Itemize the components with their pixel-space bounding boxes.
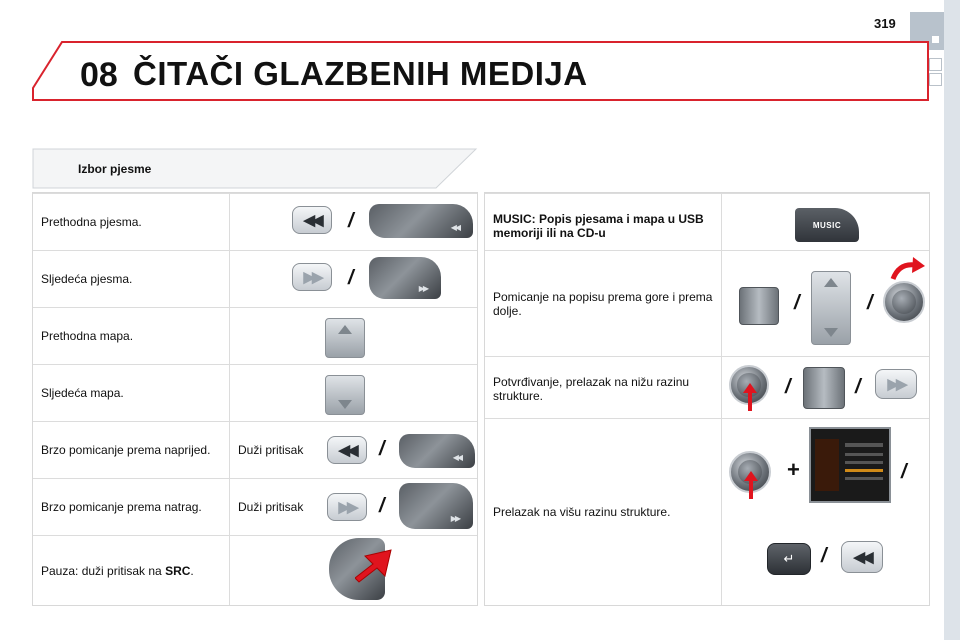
table-row [33, 193, 477, 251]
table-row [33, 307, 477, 365]
or-separator: / [785, 376, 791, 398]
table-row [485, 356, 929, 419]
or-separator: / [348, 267, 354, 289]
table-row [33, 364, 477, 422]
steering-stalk-icon: ◀◀ [369, 204, 473, 238]
scroll-wheel-icon [739, 287, 779, 325]
row-label: Pauza: duži pritisak na SRC. [41, 564, 194, 578]
table-row [33, 250, 477, 308]
sidebar-square [929, 73, 942, 86]
steering-stalk-icon: ▶▶ [369, 257, 441, 299]
or-separator: / [821, 545, 827, 567]
corner-dot [932, 36, 939, 43]
plus-sign: + [787, 457, 800, 482]
row-label: Potvrđivanje, prelazak na nižu razinu strukture. [493, 375, 690, 403]
row-label: MUSIC: Popis pjesama i mapa u USB memoriji ili na CD-u [493, 212, 704, 240]
right-sidebar [944, 0, 960, 640]
table-row [485, 193, 929, 251]
table-row [485, 250, 929, 357]
press-arrow-stem [749, 481, 753, 499]
table-row [33, 535, 477, 606]
rotate-arrow-icon [889, 257, 927, 283]
forward-button-icon: ▶▶ [327, 493, 367, 521]
section-title: Izbor pjesme [78, 162, 152, 176]
row-label: Brzo pomicanje prema natrag. [41, 500, 202, 514]
row-label: Brzo pomicanje prema naprijed. [41, 443, 211, 457]
display-screen-icon [809, 427, 891, 503]
table-row [33, 421, 477, 479]
row-label: Pomicanje na popisu prema gore i prema dolje. [493, 290, 713, 318]
rotary-knob-icon [883, 281, 925, 323]
steering-stalk-icon: ◀◀ [399, 434, 475, 468]
press-note: Duži pritisak [238, 500, 304, 514]
up-down-buttons-icon [811, 271, 851, 345]
or-separator: / [855, 376, 861, 398]
or-separator: / [379, 495, 385, 517]
page-number: 319 [874, 16, 896, 31]
music-button-icon: MUSIC [795, 208, 859, 242]
chapter-number: 08 [80, 56, 118, 94]
up-button-icon [325, 318, 365, 358]
table-row [485, 418, 929, 606]
right-table [484, 192, 930, 606]
left-table [32, 192, 478, 606]
table-row [33, 478, 477, 536]
rewind-button-icon: ◀◀ [841, 541, 883, 573]
or-separator: / [901, 461, 907, 483]
row-label: Prethodna mapa. [41, 329, 134, 343]
press-arrow-stem [748, 393, 752, 411]
or-separator: / [867, 292, 873, 314]
press-arrow-icon [743, 383, 757, 393]
row-label: Prelazak na višu razinu strukture. [493, 505, 671, 519]
row-label: Sljedeća mapa. [41, 386, 124, 400]
or-separator: / [348, 210, 354, 232]
page-title: ČITAČI GLAZBENIH MEDIJA [133, 55, 588, 92]
or-separator: / [379, 438, 385, 460]
back-button-icon: ↵ [767, 543, 811, 575]
forward-button-icon: ▶▶ [292, 263, 332, 291]
scroll-wheel-icon [803, 367, 845, 409]
row-label: Sljedeća pjesma. [41, 272, 133, 286]
forward-button-icon: ▶▶ [875, 369, 917, 399]
or-separator: / [794, 292, 800, 314]
rewind-button-icon: ◀◀ [327, 436, 367, 464]
press-note: Duži pritisak [238, 443, 304, 457]
rewind-button-icon: ◀◀ [292, 206, 332, 234]
sidebar-square [929, 58, 942, 71]
steering-stalk-icon: ▶▶ [399, 483, 473, 529]
down-button-icon [325, 375, 365, 415]
press-arrow-icon [355, 548, 395, 584]
press-arrow-icon [744, 471, 758, 481]
row-label: Prethodna pjesma. [41, 215, 142, 229]
